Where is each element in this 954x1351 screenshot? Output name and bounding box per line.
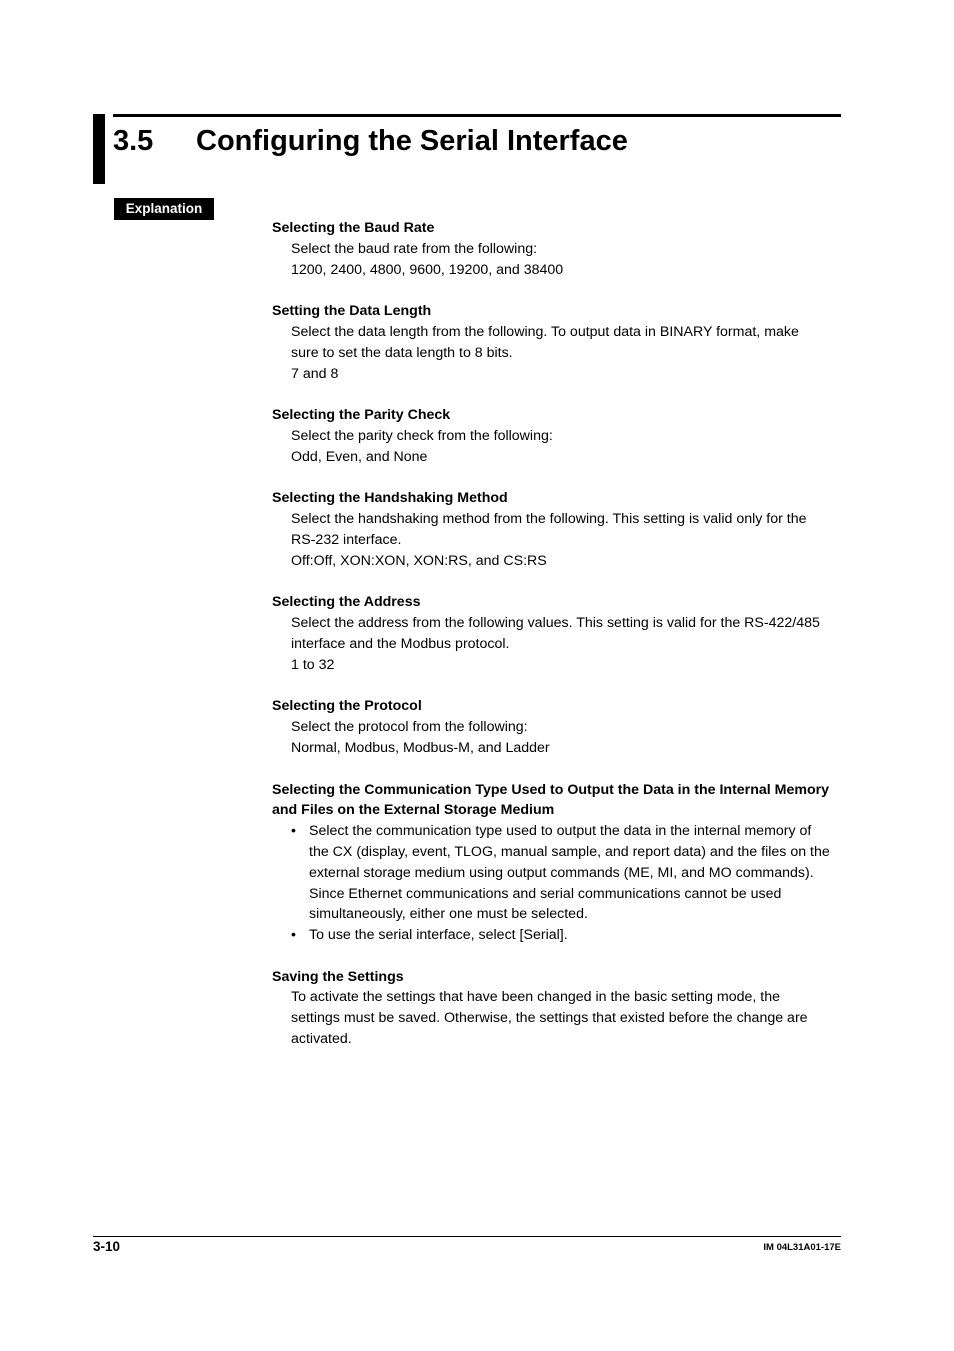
- setting-section: [272, 405, 842, 467]
- section-line: Select the handshaking method from the following. This setting is valid only for the: [291, 511, 807, 528]
- setting-section: [272, 301, 842, 384]
- section-line: Normal, Modbus, Modbus-M, and Ladder: [291, 739, 550, 756]
- section-line: Odd, Even, and None: [291, 448, 428, 465]
- page-title: Configuring the Serial Interface: [196, 125, 628, 157]
- section-line: interface and the Modbus protocol.: [291, 635, 510, 652]
- header-rule: [113, 114, 841, 117]
- footer-rule: [93, 1236, 841, 1237]
- section-heading: Selecting the Parity Check: [272, 407, 451, 424]
- section-heading: Selecting the Handshaking Method: [272, 490, 508, 507]
- bullet-marker: •: [291, 927, 296, 944]
- bullet-line: To use the serial interface, select [Serial].: [309, 927, 568, 944]
- page-number: 3-10: [93, 1239, 121, 1254]
- document-code: IM 04L31A01-17E: [763, 1242, 841, 1253]
- section-line: 1 to 32: [291, 656, 335, 673]
- section-line: Select the baud rate from the following:: [291, 240, 538, 257]
- list-item: [272, 821, 842, 925]
- section-heading: Selecting the Communication Type Used to Output the Data in the Internal Memory: [272, 781, 830, 798]
- section-line: 1200, 2400, 4800, 9600, 19200, and 38400: [291, 261, 564, 278]
- section-heading: Setting the Data Length: [272, 303, 432, 320]
- settings-sections: [272, 218, 842, 759]
- section-line: Select the data length from the following. To output data in BINARY format, make: [291, 323, 799, 340]
- section-heading: Saving the Settings: [272, 968, 404, 985]
- section-line: Off:Off, XON:XON, XON:RS, and CS:RS: [291, 552, 547, 569]
- bullet-line: Since Ethernet communications and serial communications cannot be used: [309, 885, 782, 902]
- section-heading: Selecting the Protocol: [272, 698, 422, 715]
- section-line: settings must be saved. Otherwise, the settings that existed before the change are: [291, 1010, 808, 1027]
- section-marker-bar: [93, 114, 105, 184]
- bullet-line: simultaneously, either one must be selected.: [309, 906, 588, 923]
- setting-section: [272, 696, 842, 758]
- bullet-marker: •: [291, 823, 296, 840]
- section-number: 3.5: [113, 125, 154, 157]
- bullet-line: the CX (display, event, TLOG, manual sample, and report data) and the files on the: [309, 843, 830, 860]
- section-line: activated.: [291, 1031, 352, 1048]
- section-line: 7 and 8: [291, 365, 339, 382]
- section-line: sure to set the data length to 8 bits.: [291, 344, 513, 361]
- section-heading-cont: and Files on the External Storage Medium: [272, 802, 555, 819]
- bullet-line: external storage medium using output commands (ME, MI, and MO commands).: [309, 864, 814, 881]
- section-line: To activate the settings that have been changed in the basic setting mode, the: [291, 989, 781, 1006]
- section-line: Select the parity check from the following:: [291, 427, 553, 444]
- bullet-line: Select the communication type used to output the data in the internal memory of: [309, 823, 812, 840]
- setting-section: [272, 592, 842, 675]
- list-item: [272, 925, 842, 946]
- comm-type-section: [272, 780, 842, 946]
- section-line: Select the protocol from the following:: [291, 719, 528, 736]
- saving-section: [272, 967, 842, 1050]
- section-heading: Selecting the Baud Rate: [272, 220, 435, 236]
- section-line: Select the address from the following values. This setting is valid for the RS-422/485: [291, 615, 820, 632]
- content-body: [272, 218, 842, 1071]
- explanation-badge: Explanation: [114, 198, 214, 220]
- setting-section: [272, 218, 842, 280]
- setting-section: [272, 488, 842, 571]
- bullet-list: [272, 821, 842, 946]
- section-heading: Selecting the Address: [272, 594, 421, 611]
- section-line: RS-232 interface.: [291, 531, 402, 548]
